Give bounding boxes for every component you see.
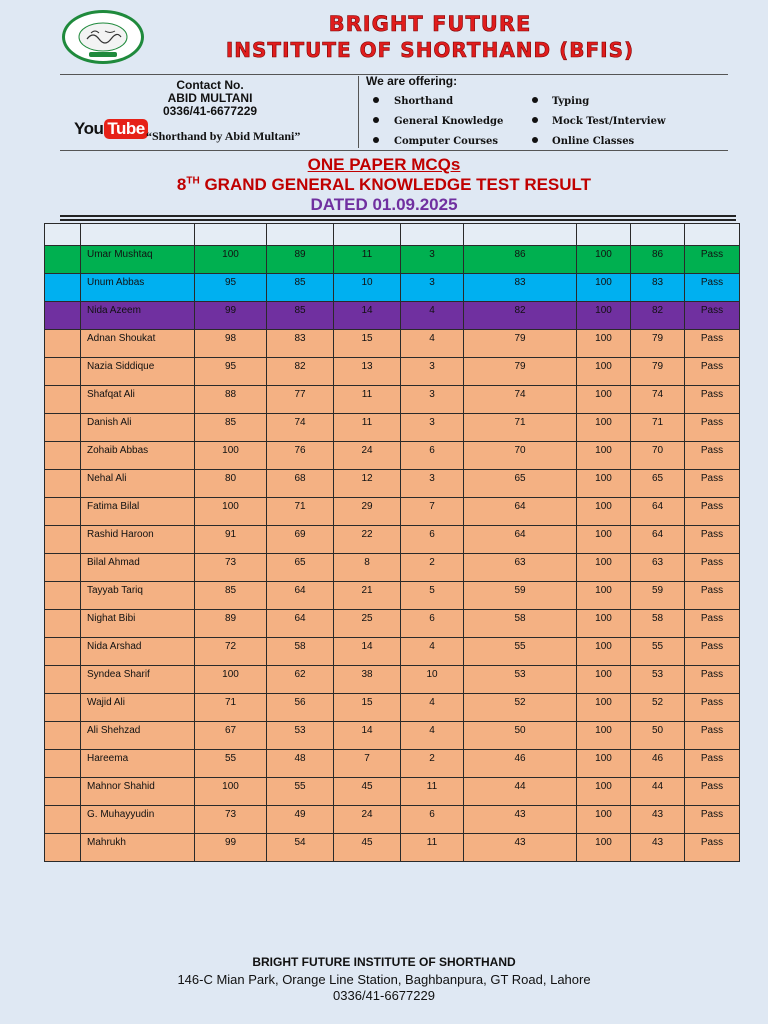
student-name-cell: Syndea Sharif (81, 666, 195, 694)
youtube-channel-name: “Shorthand by Abid Multani” (146, 129, 301, 143)
table-row (45, 582, 740, 610)
header-cell (464, 224, 577, 246)
table-cell: 63 (464, 554, 577, 582)
table-header-row (45, 224, 740, 246)
student-name-cell: G. Muhayyudin (81, 806, 195, 834)
table-cell (45, 806, 81, 834)
student-name-cell: Shafqat Ali (81, 386, 195, 414)
header-cell (45, 224, 81, 246)
table-cell: 100 (577, 302, 631, 330)
table-cell: 43 (464, 834, 577, 862)
table-cell: 70 (464, 442, 577, 470)
results-table (44, 223, 740, 862)
table-cell: 10 (334, 274, 401, 302)
table-cell (45, 498, 81, 526)
table-cell: 85 (195, 582, 267, 610)
table-cell: 6 (401, 806, 464, 834)
table-cell: 86 (464, 246, 577, 274)
table-cell: 5 (401, 582, 464, 610)
offering-title: We are offering: (366, 74, 458, 88)
table-row (45, 722, 740, 750)
table-cell: 8 (334, 554, 401, 582)
table-cell: 100 (577, 610, 631, 638)
header-cell (631, 224, 685, 246)
table-row (45, 246, 740, 274)
student-name-cell: Rashid Haroon (81, 526, 195, 554)
table-cell (45, 414, 81, 442)
table-cell: 100 (577, 358, 631, 386)
footer-phone: 0336/41-6677229 (333, 988, 435, 1003)
table-cell: 50 (464, 722, 577, 750)
table-cell: 6 (401, 442, 464, 470)
table-cell: 3 (401, 274, 464, 302)
table-cell (45, 330, 81, 358)
table-cell: 100 (577, 638, 631, 666)
table-cell: 44 (631, 778, 685, 806)
table-cell: 67 (195, 722, 267, 750)
table-row (45, 750, 740, 778)
table-cell: 86 (631, 246, 685, 274)
table-cell: 100 (577, 750, 631, 778)
table-cell (45, 274, 81, 302)
offering-item: Online Classes (552, 136, 635, 147)
table-cell: 70 (631, 442, 685, 470)
table-cell: Pass (685, 442, 740, 470)
table-cell: 59 (631, 582, 685, 610)
offering-divider (60, 150, 728, 151)
paper-heading: ONE PAPER MCQs (307, 155, 461, 174)
table-cell: 76 (267, 442, 334, 470)
table-cell: 3 (401, 470, 464, 498)
student-name-cell: Wajid Ali (81, 694, 195, 722)
table-cell: Pass (685, 470, 740, 498)
table-cell: 4 (401, 302, 464, 330)
table-cell: Pass (685, 778, 740, 806)
table-cell: 100 (195, 666, 267, 694)
table-cell (45, 358, 81, 386)
test-date: DATED 01.09.2025 (310, 195, 458, 214)
table-cell: 100 (195, 246, 267, 274)
table-cell: Pass (685, 806, 740, 834)
heading-divider (60, 219, 736, 221)
student-name-cell: Nighat Bibi (81, 610, 195, 638)
table-cell: 100 (577, 330, 631, 358)
table-cell: 83 (631, 274, 685, 302)
table-cell: 100 (577, 694, 631, 722)
table-cell: 64 (464, 526, 577, 554)
student-name-cell: Hareema (81, 750, 195, 778)
student-name-cell: Unum Abbas (81, 274, 195, 302)
table-cell: 71 (195, 694, 267, 722)
student-name-cell: Nida Arshad (81, 638, 195, 666)
table-cell: 25 (334, 610, 401, 638)
table-cell: 74 (267, 414, 334, 442)
table-row (45, 806, 740, 834)
table-cell: 11 (401, 834, 464, 862)
table-cell: 58 (267, 638, 334, 666)
offering-item: Typing (552, 96, 590, 107)
table-cell: 100 (577, 526, 631, 554)
table-cell: 11 (334, 246, 401, 274)
table-cell: Pass (685, 246, 740, 274)
table-cell: 44 (464, 778, 577, 806)
table-cell (45, 582, 81, 610)
table-cell (45, 750, 81, 778)
table-row (45, 610, 740, 638)
table-row (45, 470, 740, 498)
table-cell: 88 (195, 386, 267, 414)
table-cell: 99 (195, 834, 267, 862)
table-cell: 49 (267, 806, 334, 834)
table-cell: 79 (464, 358, 577, 386)
table-cell (45, 834, 81, 862)
table-cell: 12 (334, 470, 401, 498)
table-cell: 77 (267, 386, 334, 414)
bullet-icon (373, 137, 379, 143)
table-cell: 99 (195, 302, 267, 330)
table-cell: 11 (401, 778, 464, 806)
table-cell: 100 (577, 722, 631, 750)
table-cell: 15 (334, 694, 401, 722)
table-cell: 74 (631, 386, 685, 414)
bullet-icon (532, 97, 538, 103)
student-name-cell: Umar Mushtaq (81, 246, 195, 274)
table-cell: 3 (401, 386, 464, 414)
table-cell: 79 (631, 358, 685, 386)
table-cell: 80 (195, 470, 267, 498)
contact-name: ABID MULTANI (167, 91, 253, 105)
table-row (45, 274, 740, 302)
table-cell: 21 (334, 582, 401, 610)
table-cell: 83 (267, 330, 334, 358)
offering-item: Mock Test/Interview (552, 116, 666, 127)
table-row (45, 498, 740, 526)
table-row (45, 638, 740, 666)
table-cell: 100 (577, 386, 631, 414)
table-cell: 95 (195, 358, 267, 386)
table-cell: Pass (685, 722, 740, 750)
table-cell: Pass (685, 750, 740, 778)
table-cell: 46 (631, 750, 685, 778)
table-cell (45, 302, 81, 330)
footer-address: 146-C Mian Park, Orange Line Station, Baghbanpura, GT Road, Lahore (177, 972, 591, 987)
table-cell: 100 (577, 806, 631, 834)
table-cell: Pass (685, 554, 740, 582)
table-cell: 62 (267, 666, 334, 694)
table-cell: 52 (464, 694, 577, 722)
test-heading: 8TH GRAND GENERAL KNOWLEDGE TEST RESULT (176, 175, 592, 194)
table-cell: 14 (334, 722, 401, 750)
header-cell (401, 224, 464, 246)
table-row (45, 386, 740, 414)
youtube-logo: You Tube (74, 119, 148, 139)
table-row (45, 414, 740, 442)
table-cell: Pass (685, 666, 740, 694)
table-cell: 7 (401, 498, 464, 526)
table-cell: 65 (267, 554, 334, 582)
table-cell: 85 (267, 274, 334, 302)
table-cell: 100 (577, 442, 631, 470)
table-row (45, 778, 740, 806)
table-cell: 15 (334, 330, 401, 358)
table-cell (45, 610, 81, 638)
table-cell: 24 (334, 806, 401, 834)
student-name-cell: Zohaib Abbas (81, 442, 195, 470)
table-cell (45, 442, 81, 470)
table-cell: 79 (464, 330, 577, 358)
table-cell: Pass (685, 358, 740, 386)
table-cell: 3 (401, 414, 464, 442)
header-cell (577, 224, 631, 246)
table-cell: 58 (464, 610, 577, 638)
institute-title-line2: INSTITUTE OF SHORTHAND (BFIS) (225, 38, 635, 62)
bullet-icon (373, 97, 379, 103)
table-cell: 83 (464, 274, 577, 302)
table-cell: 100 (577, 498, 631, 526)
table-cell: 29 (334, 498, 401, 526)
table-cell: 59 (464, 582, 577, 610)
table-cell: 55 (195, 750, 267, 778)
table-row (45, 526, 740, 554)
table-row (45, 834, 740, 862)
table-cell: 14 (334, 638, 401, 666)
table-cell: 91 (195, 526, 267, 554)
table-cell: 71 (464, 414, 577, 442)
table-cell (45, 386, 81, 414)
table-cell: Pass (685, 274, 740, 302)
table-cell (45, 554, 81, 582)
table-cell: 48 (267, 750, 334, 778)
footer-institute-name: BRIGHT FUTURE INSTITUTE OF SHORTHAND (252, 955, 516, 969)
table-cell: 58 (631, 610, 685, 638)
table-cell: Pass (685, 834, 740, 862)
header-vertical-divider (358, 76, 359, 148)
table-cell: 82 (464, 302, 577, 330)
table-cell: 71 (267, 498, 334, 526)
table-cell: 64 (267, 610, 334, 638)
table-cell: 46 (464, 750, 577, 778)
table-row (45, 694, 740, 722)
table-cell (45, 526, 81, 554)
table-row (45, 666, 740, 694)
table-cell (45, 470, 81, 498)
student-name-cell: Mahrukh (81, 834, 195, 862)
student-name-cell: Nehal Ali (81, 470, 195, 498)
table-cell: 68 (267, 470, 334, 498)
table-cell (45, 666, 81, 694)
table-cell: 45 (334, 834, 401, 862)
institute-logo (62, 10, 144, 64)
table-cell: 6 (401, 610, 464, 638)
header-cell (334, 224, 401, 246)
offering-item: General Knowledge (394, 116, 504, 127)
table-cell: 63 (631, 554, 685, 582)
table-cell: 54 (267, 834, 334, 862)
table-cell: 53 (267, 722, 334, 750)
student-name-cell: Ali Shehzad (81, 722, 195, 750)
table-cell: 43 (631, 834, 685, 862)
table-cell: 100 (195, 442, 267, 470)
table-cell: 2 (401, 554, 464, 582)
table-cell: 55 (267, 778, 334, 806)
table-cell: 82 (631, 302, 685, 330)
table-cell: 100 (577, 246, 631, 274)
table-cell: Pass (685, 302, 740, 330)
contact-phone: 0336/41-6677229 (162, 104, 258, 118)
table-cell: 3 (401, 358, 464, 386)
table-cell: 98 (195, 330, 267, 358)
table-cell: 64 (464, 498, 577, 526)
table-cell: 13 (334, 358, 401, 386)
table-cell: 4 (401, 694, 464, 722)
table-cell: 55 (631, 638, 685, 666)
table-cell: 82 (267, 358, 334, 386)
table-cell: 4 (401, 638, 464, 666)
table-cell: 6 (401, 526, 464, 554)
table-cell: 100 (577, 582, 631, 610)
table-cell: 100 (577, 274, 631, 302)
table-cell: Pass (685, 386, 740, 414)
table-cell: 2 (401, 750, 464, 778)
table-row (45, 554, 740, 582)
table-cell: 3 (401, 246, 464, 274)
table-cell: 100 (577, 834, 631, 862)
header-cell (195, 224, 267, 246)
table-cell: 43 (464, 806, 577, 834)
offering-item: Computer Courses (394, 136, 498, 147)
student-name-cell: Nazia Siddique (81, 358, 195, 386)
table-cell: 100 (195, 498, 267, 526)
header-cell (267, 224, 334, 246)
table-cell: 64 (631, 498, 685, 526)
table-cell: 71 (631, 414, 685, 442)
table-cell: 4 (401, 330, 464, 358)
bullet-icon (373, 117, 379, 123)
table-cell: 100 (195, 778, 267, 806)
table-cell: 69 (267, 526, 334, 554)
table-cell (45, 246, 81, 274)
bullet-icon (532, 117, 538, 123)
table-cell: 43 (631, 806, 685, 834)
table-cell: 22 (334, 526, 401, 554)
table-cell: 100 (577, 414, 631, 442)
table-cell: 100 (577, 778, 631, 806)
table-cell: 53 (631, 666, 685, 694)
table-cell: Pass (685, 694, 740, 722)
table-cell: 50 (631, 722, 685, 750)
table-cell: 56 (267, 694, 334, 722)
table-cell: Pass (685, 610, 740, 638)
table-cell: 10 (401, 666, 464, 694)
table-cell: 11 (334, 386, 401, 414)
student-name-cell: Bilal Ahmad (81, 554, 195, 582)
institute-title-line1: BRIGHT FUTURE (328, 12, 532, 36)
header-cell (685, 224, 740, 246)
table-cell: 73 (195, 806, 267, 834)
table-cell: 52 (631, 694, 685, 722)
table-cell: 14 (334, 302, 401, 330)
table-cell: Pass (685, 638, 740, 666)
heading-divider (60, 215, 736, 217)
table-cell: 11 (334, 414, 401, 442)
table-cell: 73 (195, 554, 267, 582)
student-name-cell: Fatima Bilal (81, 498, 195, 526)
table-cell: 24 (334, 442, 401, 470)
table-cell: 64 (267, 582, 334, 610)
table-row (45, 302, 740, 330)
table-cell: 85 (267, 302, 334, 330)
table-cell: 79 (631, 330, 685, 358)
student-name-cell: Mahnor Shahid (81, 778, 195, 806)
table-cell: 65 (631, 470, 685, 498)
table-cell (45, 638, 81, 666)
table-cell: 74 (464, 386, 577, 414)
student-name-cell: Nida Azeem (81, 302, 195, 330)
table-cell: Pass (685, 582, 740, 610)
table-cell: Pass (685, 498, 740, 526)
table-cell: 85 (195, 414, 267, 442)
table-cell: 89 (267, 246, 334, 274)
table-cell: 53 (464, 666, 577, 694)
table-cell (45, 694, 81, 722)
table-cell: 55 (464, 638, 577, 666)
table-cell: 4 (401, 722, 464, 750)
table-cell: 100 (577, 470, 631, 498)
table-row (45, 358, 740, 386)
table-cell: 64 (631, 526, 685, 554)
table-cell: 38 (334, 666, 401, 694)
table-row (45, 330, 740, 358)
table-cell: 89 (195, 610, 267, 638)
table-cell: 65 (464, 470, 577, 498)
table-cell: 45 (334, 778, 401, 806)
table-cell: 7 (334, 750, 401, 778)
table-cell: Pass (685, 414, 740, 442)
table-cell: Pass (685, 330, 740, 358)
table-row (45, 442, 740, 470)
table-cell: 95 (195, 274, 267, 302)
table-cell (45, 722, 81, 750)
header-cell (81, 224, 195, 246)
table-cell: 100 (577, 666, 631, 694)
student-name-cell: Danish Ali (81, 414, 195, 442)
offering-item: Shorthand (394, 96, 454, 107)
table-cell: Pass (685, 526, 740, 554)
contact-label: Contact No. (176, 78, 244, 92)
table-cell: 100 (577, 554, 631, 582)
table-cell: 72 (195, 638, 267, 666)
student-name-cell: Adnan Shoukat (81, 330, 195, 358)
student-name-cell: Tayyab Tariq (81, 582, 195, 610)
table-cell (45, 778, 81, 806)
bullet-icon (532, 137, 538, 143)
